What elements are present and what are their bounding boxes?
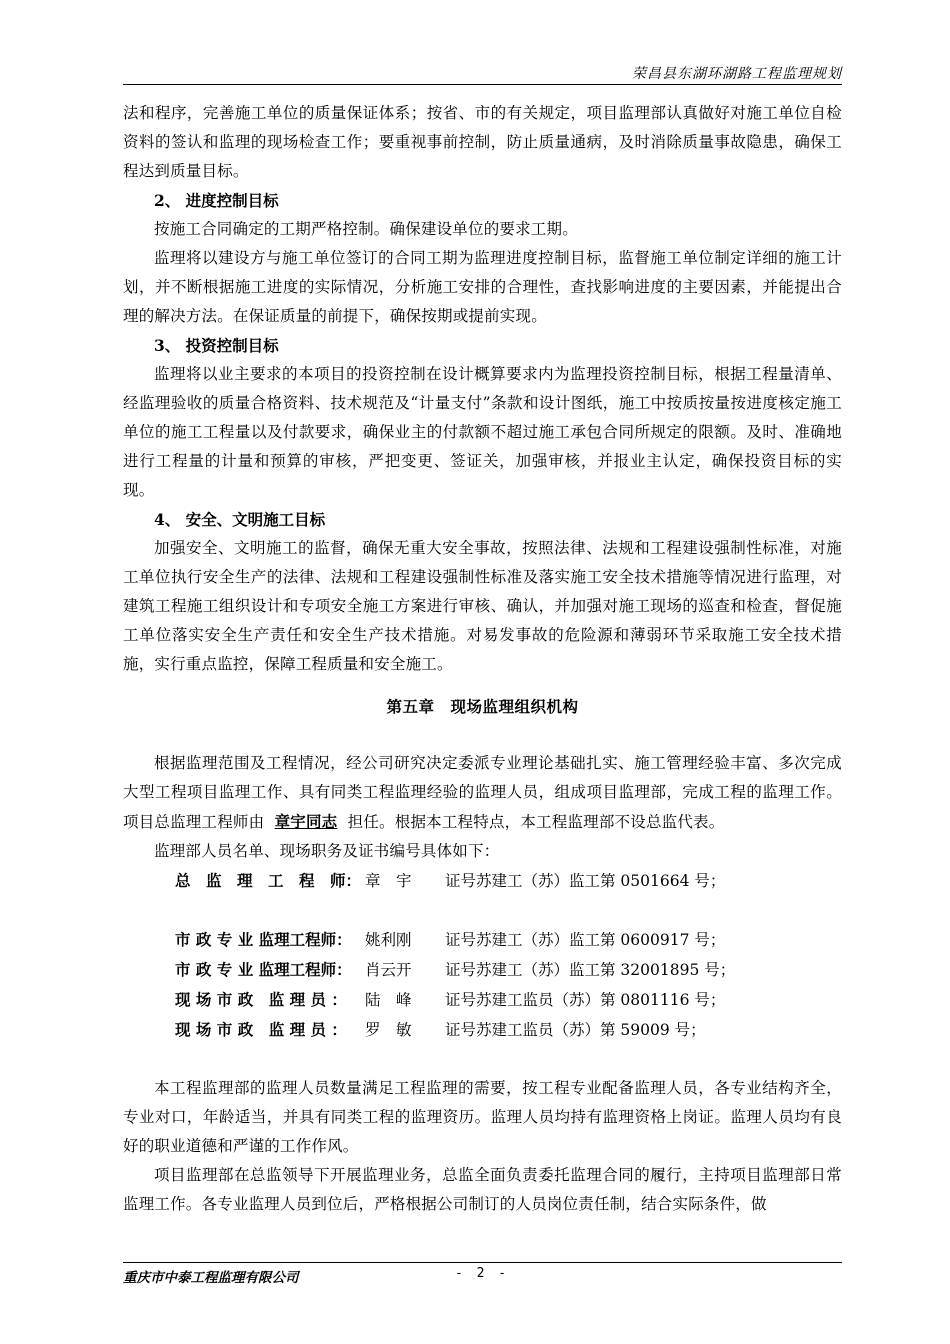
footer-company: 重庆市中泰工程监理有限公司 — [123, 1270, 299, 1286]
staff-role: 总 监 理 工 程 师： — [175, 871, 362, 890]
paragraph: 项目监理部在总监领导下开展监理业务，总监全面负责委托监理合同的履行，主持项目监理部日常监理工作。各专业监理人员到位后，严格根据公司制订的人员岗位责任制，结合实际条件，做 — [123, 1166, 842, 1213]
staff-name: 章 宇 — [365, 872, 412, 890]
paragraph-text: 根据监理范围及工程情况，经公司研究决定委派专业理论基础扎实、施工管理经验丰富、多次完成大型工程项目监理工作、具有同类工程监理经验的监理人员，组成项目监理部，完成工程的监理工作。项目总监理工程师由 — [123, 754, 842, 831]
staff-row — [123, 1015, 842, 1045]
spacer — [123, 1045, 842, 1074]
staff-cert: 证号苏建工（苏）监工第 0600917 号； — [445, 931, 726, 949]
chief-engineer-name: 章宇同志 — [274, 812, 338, 831]
paragraph-text: 担任。根据本工程特点，本工程监理部不设总监代表。 — [347, 813, 725, 831]
footer-rule — [123, 1262, 842, 1263]
paragraph: 监理部人员名单、现场职务及证书编号具体如下： — [154, 842, 500, 860]
paragraph: 本工程监理部的监理人员数量满足工程监理的需要，按工程专业配备监理人员，各专业结构齐全，专业对口，年龄适当，并具有同类工程的监理资历。监理人员均持有监理资格上岗证。监理人员均有良好的职业道德和严谨的工作作风。 — [123, 1079, 842, 1155]
staff-name: 肖云开 — [365, 961, 412, 979]
staff-row — [123, 866, 842, 896]
header-rule — [123, 84, 842, 85]
section-heading-safety: 4、 安全、文明施工目标 — [154, 510, 326, 529]
paragraph: 监理将以建设方与施工单位签订的合同工期为监理进度控制目标，监督施工单位制定详细的施工计划，并不断根据施工进度的实际情况，分析施工安排的合理性，查找影响进度的主要因素，并能提出合理的解决方法。在保证质量的前提下，确保按期或提前实现。 — [123, 249, 842, 325]
staff-name: 陆 峰 — [365, 991, 412, 1009]
staff-row — [123, 925, 842, 955]
staff-role: 现 场 市 政 监 理 员 ： — [175, 990, 347, 1009]
staff-role: 现 场 市 政 监 理 员 ： — [175, 1020, 347, 1039]
section-heading-schedule: 2、 进度控制目标 — [154, 191, 279, 210]
staff-name: 姚利刚 — [365, 931, 412, 949]
staff-role: 市 政 专 业 监理工程师： — [175, 930, 352, 949]
paragraph — [123, 749, 842, 837]
section-heading-investment: 3、 投资控制目标 — [154, 336, 279, 355]
chapter-title: 第五章 现场监理组织机构 — [386, 697, 579, 716]
spacer — [123, 896, 842, 925]
page-number: - 2 - — [455, 1266, 510, 1281]
paragraph: 加强安全、文明施工的监督，确保无重大安全事故，按照法律、法规和工程建设强制性标准，对施工单位执行安全生产的法律、法规和工程建设强制性标准及落实施工安全技术措施等情况进行监理，对建筑工程施工组织设计和专项安全施工方案进行审核、确认，并加强对施工现场的巡查和检查，督促施工单位落实安全生产责任和安全生产技术措施。对易发事故的危险源和薄弱环节采取施工安全技术措施，实行重点监控，保障工程质量和安全施工。 — [123, 539, 842, 673]
paragraph: 监理将以业主要求的本项目的投资控制在设计概算要求内为监理投资控制目标，根据工程量清单、经监理验收的质量合格资料、技术规范及“计量支付”条款和设计图纸，施工中按质按量按进度核定施工单位的施工工程量以及付款要求，确保业主的付款额不超过施工承包合同所规定的限额。及时、准确地进行工程量的计量和预算的审核，严把变更、签证关，加强审核，并报业主认定，确保投资目标的实现。 — [123, 365, 842, 499]
page-content — [123, 99, 842, 1219]
staff-cert: 证号苏建工监员（苏）第 59009 号； — [445, 1021, 706, 1039]
staff-name: 罗 敏 — [365, 1021, 412, 1039]
staff-cert: 证号苏建工（苏）监工第 32001895 号； — [445, 961, 736, 979]
paragraph: 法和程序，完善施工单位的质量保证体系；按省、市的有关规定，项目监理部认真做好对施工单位自检资料的签认和监理的现场检查工作；要重视事前控制，防止质量通病，及时消除质量事故隐患，确保工程达到质量目标。 — [123, 104, 842, 180]
staff-role: 市 政 专 业 监理工程师： — [175, 960, 352, 979]
staff-row — [123, 985, 842, 1015]
staff-cert: 证号苏建工监员（苏）第 0801116 号； — [445, 991, 726, 1009]
paragraph: 按施工合同确定的工期严格控制。确保建设单位的要求工期。 — [154, 220, 578, 238]
header-title: 荣昌县东湖环湖路工程监理规划 — [632, 66, 842, 82]
staff-row — [123, 955, 842, 985]
staff-cert: 证号苏建工（苏）监工第 0501664 号； — [445, 872, 726, 890]
